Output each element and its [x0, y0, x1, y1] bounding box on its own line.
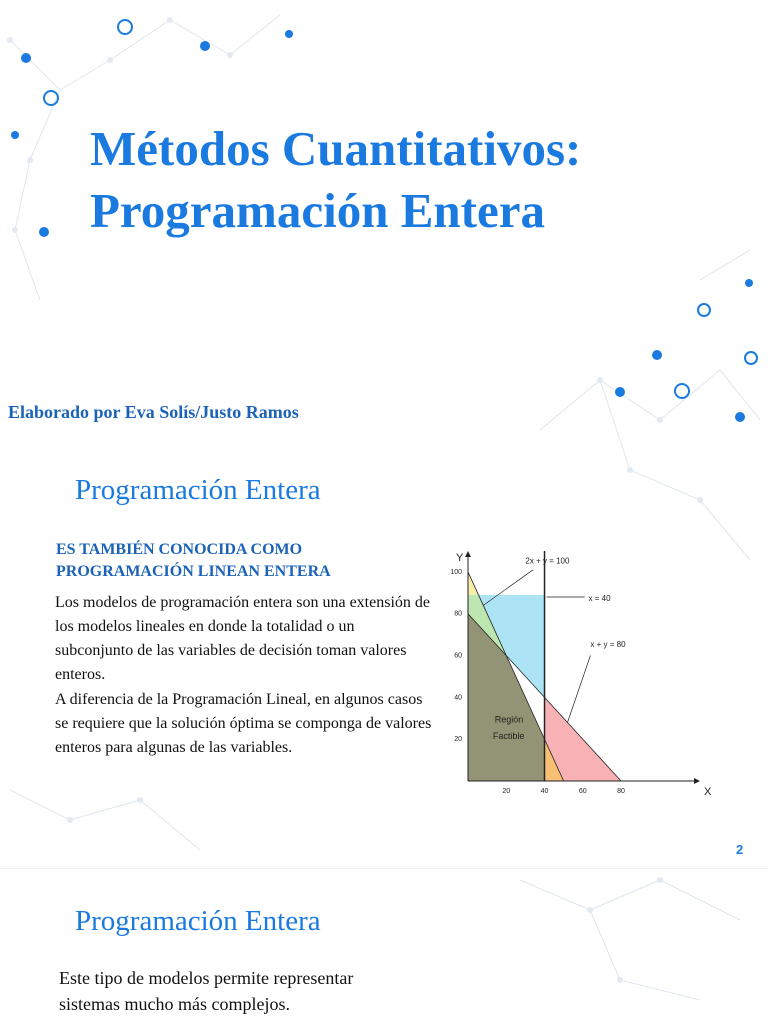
slide-divider [0, 868, 768, 869]
label-x-plus-y: x + y = 80 [590, 640, 626, 650]
label-x-40: x = 40 [588, 594, 611, 604]
subtitle-line-2: PROGRAMACIÓN LINEAN ENTERA [56, 563, 331, 580]
slide2-subtitle [56, 539, 416, 583]
y-tick-label: 80 [454, 610, 462, 618]
x-tick-label: 20 [502, 788, 511, 795]
slide2-paragraph-1: Los modelos de programación entera son una extensión de los modelos lineales en donde la totalidad o un subconjunto de las variables de decisión toman valores enteros. [55, 594, 430, 683]
subtitle-line-1: ES TAMBIÉN CONOCIDA COMO [56, 541, 303, 558]
label-region: Región [494, 714, 524, 725]
x-tick-label: 40 [540, 788, 549, 795]
author-credit: Elaborado por Eva Solís/Justo Ramos [8, 402, 299, 422]
arrow-x-plus-y [567, 656, 590, 723]
slide3-heading: Programación Entera [75, 905, 321, 937]
x-axis-arrow [694, 778, 700, 784]
slide2-heading: Programación Entera [75, 474, 321, 506]
feasible-region-chart [440, 545, 712, 805]
x-tick-label: 80 [617, 788, 625, 795]
title-line-2: Programación Entera [90, 183, 545, 238]
slide2-paragraph-2: A diferencia de la Programación Lineal, en algunos casos se requiere que la solución óptima se componga de valores enteros para algunas de las variables. [55, 691, 432, 756]
slide3-paragraph-1: Este tipo de modelos permite representar sistemas mucho más complejos. [59, 968, 354, 1014]
y-tick-label: 100 [450, 568, 462, 576]
slide-title [90, 118, 581, 242]
label-factible: Factible [492, 731, 525, 742]
x-tick-label: 60 [578, 788, 587, 795]
x-axis-label: X [704, 786, 712, 798]
y-axis-arrow [465, 551, 471, 557]
y-axis-label: Y [456, 552, 464, 564]
y-tick-label: 60 [454, 652, 462, 660]
y-tick-label: 40 [454, 694, 462, 702]
label-2x-plus-y: 2x + y = 100 [525, 556, 570, 566]
page-number: 2 [736, 842, 744, 857]
y-tick-label: 20 [454, 736, 462, 744]
title-line-1: Métodos Cuantitativos: [90, 121, 582, 176]
